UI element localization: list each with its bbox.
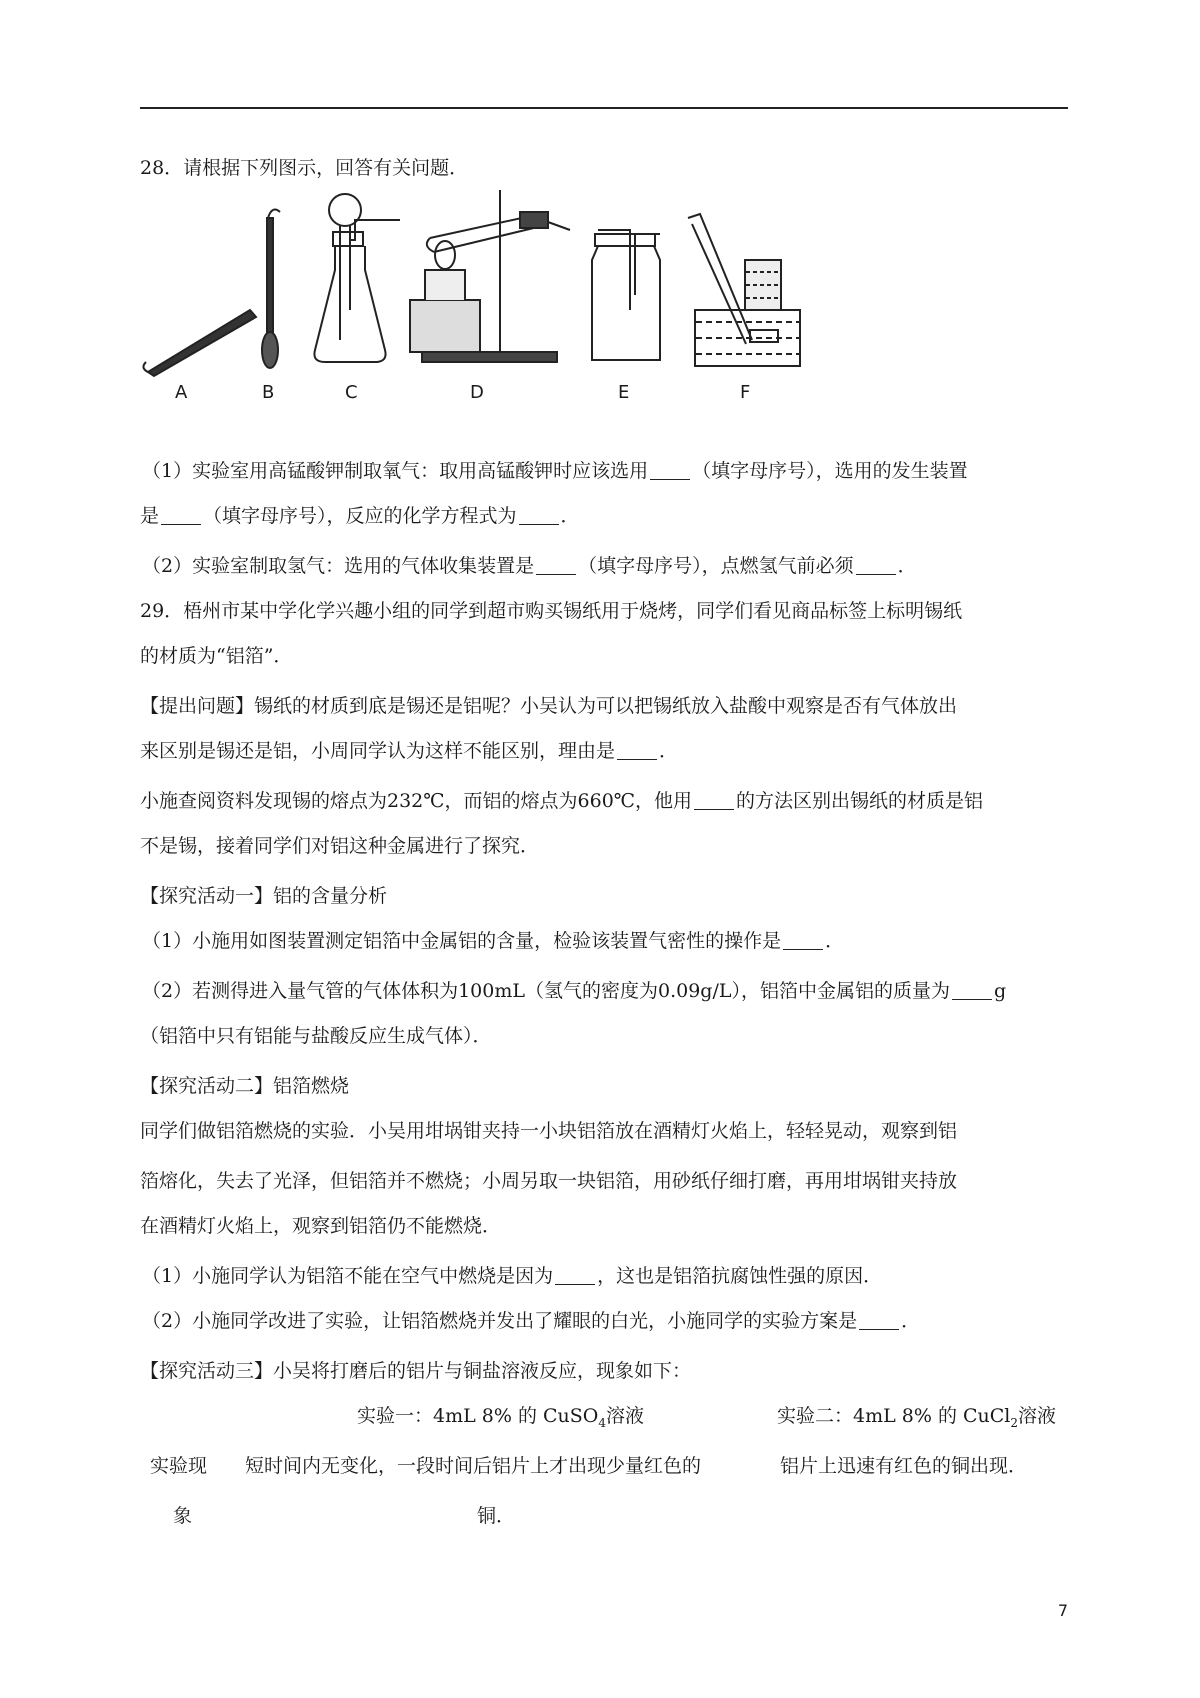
q29-line3: 【提出问题】锡纸的材质到底是锡还是铝呢？小吴认为可以把锡纸放入盐酸中观察是否有气体放出: [140, 695, 958, 717]
text: g: [993, 980, 1007, 1002]
text: 实验一：4mL 8% 的 CuSO: [357, 1405, 599, 1427]
table-header-exp1: [357, 1403, 644, 1436]
text: 是: [140, 505, 160, 527]
figure-label-d: D: [470, 382, 484, 403]
apparatus-figure: [140, 190, 900, 440]
q29-line8: [142, 928, 844, 954]
text: 溶液: [606, 1405, 645, 1427]
table-cell-exp1-line2: 铜．: [477, 1505, 516, 1527]
text: （填字母序号），选用的发生装置: [692, 460, 968, 482]
q29-line9: [142, 978, 1006, 1004]
text: （2）实验室制取氢气：选用的气体收集装置是: [142, 555, 535, 577]
text: ．: [825, 930, 845, 952]
answer-blank[interactable]: [519, 506, 559, 525]
q28-part1-line2: [140, 503, 580, 529]
q28-part2: [142, 553, 917, 579]
answer-blank[interactable]: [161, 506, 201, 525]
text: 来区别是锡还是铝，小周同学认为这样不能区别，理由是: [140, 740, 616, 762]
subscript: 4: [598, 1415, 606, 1430]
subscript: 2: [1010, 1415, 1019, 1430]
q29-line14: 在酒精灯火焰上，观察到铝箔仍不能燃烧．: [140, 1215, 502, 1237]
table-row-label-line2: 象: [173, 1505, 193, 1527]
text: （2）小施同学改进了实验，让铝箔燃烧并发出了耀眼的白光，小施同学的实验方案是: [142, 1310, 858, 1332]
answer-blank[interactable]: [617, 741, 657, 760]
q28-part1-line1: [142, 458, 968, 484]
text: （1）实验室用高锰酸钾制取氧气：取用高锰酸钾时应该选用: [142, 460, 649, 482]
q29-line16: [142, 1308, 920, 1334]
page-number: 7: [1057, 1601, 1068, 1620]
text: （2）若测得进入量气管的气体体积为100mL（氢气的密度为0.09g/L），铝箔中金属铝的质量为: [142, 980, 950, 1002]
q29-line13: 箔熔化，失去了光泽，但铝箔并不燃烧；小周另取一块铝箔，用砂纸仔细打磨，再用坩埚钳夹持放: [140, 1170, 958, 1192]
q29-line11: 【探究活动二】铝箔燃烧: [140, 1075, 350, 1097]
heating-apparatus-icon: [410, 190, 570, 362]
figure-label-a: A: [175, 382, 188, 403]
q29-line4: [140, 738, 678, 764]
text: 溶液: [1018, 1405, 1057, 1427]
figure-label-c: C: [345, 382, 358, 403]
answer-blank[interactable]: [650, 461, 690, 480]
answer-blank[interactable]: [783, 931, 823, 950]
answer-blank[interactable]: [856, 556, 896, 575]
figure-label-b: B: [262, 382, 275, 403]
text: ．: [897, 555, 917, 577]
q29-line7: 【探究活动一】铝的含量分析: [140, 885, 388, 907]
table-cell-exp1-line1: 短时间内无变化，一段时间后铝片上才出现少量红色的: [245, 1455, 702, 1477]
figure-label-e: E: [618, 382, 630, 403]
table-cell-exp2: 铝片上迅速有红色的铜出现．: [780, 1455, 1028, 1477]
text: ．: [901, 1310, 921, 1332]
answer-blank[interactable]: [555, 1266, 595, 1285]
answer-blank[interactable]: [952, 981, 992, 1000]
text: 小施查阅资料发现锡的熔点为232℃，而铝的熔点为660℃，他用: [140, 790, 693, 812]
text: （填字母序号），点燃氢气前必须: [578, 555, 854, 577]
q29-line6: 不是锡，接着同学们对铝这种金属进行了探究．: [140, 835, 540, 857]
conical-flask-icon: [314, 194, 400, 362]
answer-blank[interactable]: [536, 556, 576, 575]
text: （填字母序号），反应的化学方程式为: [203, 505, 517, 527]
table-header-exp2: [777, 1403, 1056, 1436]
gas-bottle-icon: [592, 230, 660, 360]
answer-blank[interactable]: [859, 1311, 899, 1330]
answer-blank[interactable]: [694, 791, 734, 810]
text: 的方法区别出锡纸的材质是铝: [736, 790, 984, 812]
tweezers-icon: [143, 310, 256, 376]
text: ．: [560, 505, 580, 527]
q29-line5: [140, 788, 983, 814]
text: （1）小施用如图装置测定铝箔中金属铝的含量，检验该装置气密性的操作是: [142, 930, 782, 952]
text: ．: [659, 740, 679, 762]
q29-line17: 【探究活动三】小吴将打磨后的铝片与铜盐溶液反应，现象如下：: [140, 1360, 692, 1382]
q29-line12: 同学们做铝箔燃烧的实验．小吴用坩埚钳夹持一小块铝箔放在酒精灯火焰上，轻轻晃动，观察到铝: [140, 1120, 958, 1142]
text: 实验二：4mL 8% 的 CuCl: [777, 1405, 1011, 1427]
q29-line10: （铝箔中只有铝能与盐酸反应生成气体）．: [140, 1025, 492, 1047]
q29-line15: [142, 1263, 882, 1289]
medicine-spoon-icon: [262, 210, 280, 368]
q29-line1: 29．梧州市某中学化学兴趣小组的同学到超市购买锡纸用于烧烤，同学们看见商品标签上标明锡纸: [140, 600, 963, 622]
text: （1）小施同学认为铝箔不能在空气中燃烧是因为: [142, 1265, 554, 1287]
header-rule: [140, 107, 1068, 109]
table-row-label-line1: 实验现: [150, 1455, 208, 1477]
figure-label-f: F: [740, 382, 751, 403]
q29-line2: 的材质为“铝箔”．: [140, 645, 293, 667]
q28-title: 28．请根据下列图示，回答有关问题．: [140, 157, 469, 179]
water-trough-icon: [688, 214, 800, 366]
apparatus-drawing: [140, 190, 900, 440]
text: ，这也是铝箔抗腐蚀性强的原因．: [597, 1265, 883, 1287]
